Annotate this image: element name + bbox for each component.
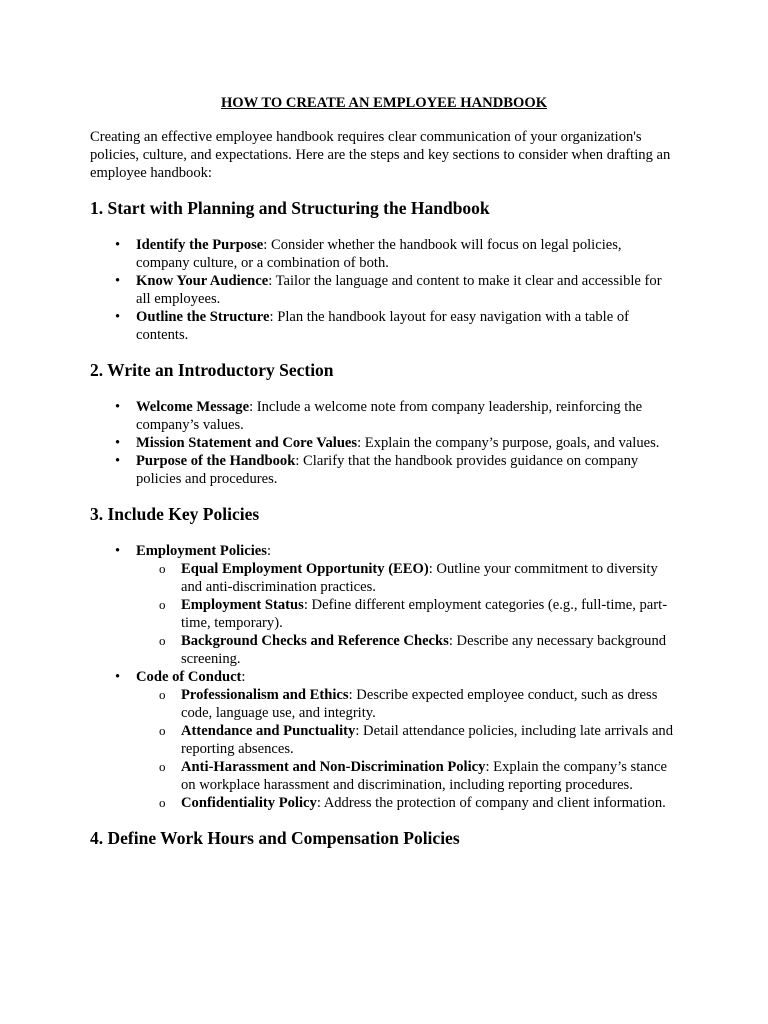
bullet-item	[136, 398, 678, 434]
document-title: HOW TO CREATE AN EMPLOYEE HANDBOOK	[220, 95, 548, 111]
bullet-item	[136, 452, 678, 488]
section-heading: 1. Start with Planning and Structuring the Handbook	[90, 198, 490, 218]
sub-bullet-text: : Outline your commitment to diversity and anti-discrimination practices.	[181, 561, 658, 595]
bullet-term: Code of Conduct	[136, 669, 242, 685]
section-heading: 4. Define Work Hours and Compensation Policies	[90, 828, 460, 848]
sections-container	[90, 198, 678, 849]
bullet-text: : Plan the handbook layout for easy navigation with a table of contents.	[136, 309, 629, 343]
bullet-term: Identify the Purpose	[136, 237, 264, 253]
sub-bullet-item	[181, 596, 678, 632]
sub-bullet-item	[181, 560, 678, 596]
bullet-text: :	[241, 669, 246, 685]
sub-bullet-term: Background Checks and Reference Checks	[181, 633, 449, 649]
bullet-item	[136, 668, 678, 812]
bullet-term: Employment Policies	[136, 543, 267, 559]
bullet-text: : Tailor the language and content to make it clear and accessible for all employees.	[136, 273, 662, 307]
sub-bullet-list	[136, 686, 678, 812]
sub-bullet-text: : Detail attendance policies, including late arrivals and reporting absences.	[181, 723, 674, 757]
bullet-item	[136, 434, 678, 452]
bullet-term: Mission Statement and Core Values	[136, 435, 358, 451]
bullet-text: : Consider whether the handbook will focus on legal policies, company culture, or a combination of both.	[136, 237, 622, 271]
section-heading: 2. Write an Introductory Section	[90, 360, 334, 380]
sub-bullet-item	[181, 722, 678, 758]
bullet-item	[136, 542, 678, 668]
sub-bullet-item	[181, 758, 678, 794]
sub-bullet-term: Professionalism and Ethics	[181, 687, 349, 703]
sub-bullet-text: : Describe expected employee conduct, such as dress code, language use, and integrity.	[181, 687, 658, 721]
bullet-term: Outline the Structure	[136, 309, 270, 325]
bullet-text: : Include a welcome note from company leadership, reinforcing the company’s values.	[136, 399, 643, 433]
bullet-list	[90, 542, 678, 812]
sub-bullet-item	[181, 794, 678, 812]
sub-bullet-term: Equal Employment Opportunity (EEO)	[181, 561, 429, 577]
bullet-list	[90, 236, 678, 344]
sub-bullet-list	[136, 560, 678, 668]
sub-bullet-text: : Explain the company’s stance on workplace harassment and discrimination, including reporting procedures.	[181, 759, 668, 793]
bullet-term: Know Your Audience	[136, 273, 269, 289]
sub-bullet-term: Anti-Harassment and Non-Discrimination Policy	[181, 759, 486, 775]
bullet-term: Purpose of the Handbook	[136, 453, 296, 469]
sub-bullet-item	[181, 686, 678, 722]
sub-bullet-text: : Address the protection of company and client information.	[316, 795, 666, 811]
sub-bullet-term: Attendance and Punctuality	[181, 723, 356, 739]
bullet-item	[136, 308, 678, 344]
bullet-item	[136, 272, 678, 308]
sub-bullet-term: Employment Status	[181, 597, 304, 613]
sub-bullet-text: : Define different employment categories (e.g., full-time, part-time, temporary).	[181, 597, 668, 631]
bullet-list	[90, 398, 678, 488]
bullet-item	[136, 236, 678, 272]
section-heading: 3. Include Key Policies	[90, 504, 260, 524]
bullet-text: : Clarify that the handbook provides guidance on company policies and procedures.	[136, 453, 639, 487]
bullet-text: : Explain the company’s purpose, goals, and values.	[357, 435, 660, 451]
sub-bullet-text: : Describe any necessary background screening.	[181, 633, 667, 667]
sub-bullet-item	[181, 632, 678, 668]
sub-bullet-term: Confidentiality Policy	[181, 795, 317, 811]
bullet-text: :	[266, 543, 271, 559]
bullet-term: Welcome Message	[136, 399, 250, 415]
intro-paragraph: Creating an effective employee handbook requires clear communication of your organization's policies, culture, and expectations. Here are the steps and key sections to consider when drafting an employee handbook:	[90, 129, 671, 181]
